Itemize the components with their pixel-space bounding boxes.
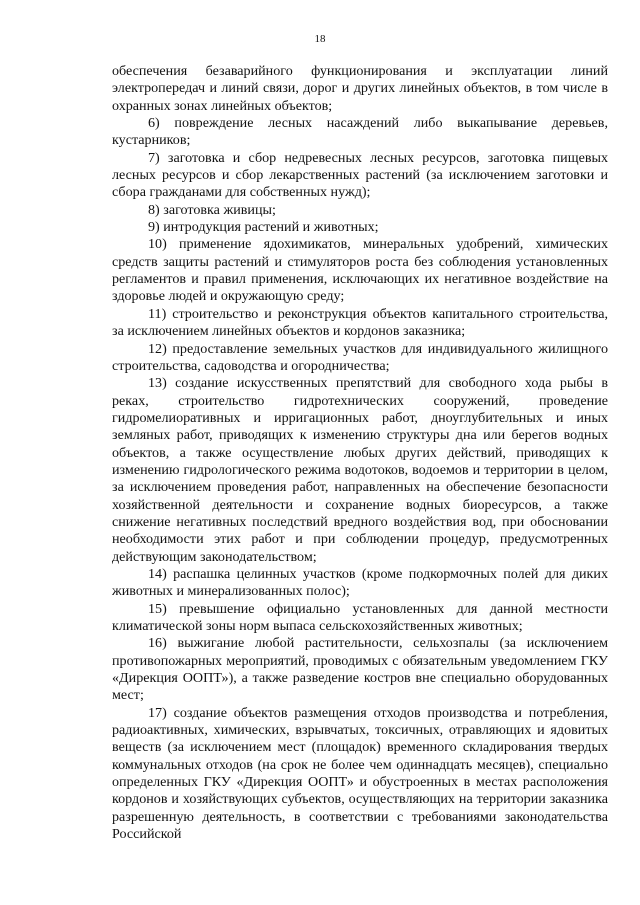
list-item-15: 15) превышение официально установленных для данной местности климатической зоны норм выпаса сельскохозяйственных животных; — [112, 600, 608, 634]
list-item-8: 8) заготовка живицы; — [148, 201, 276, 218]
list-item-14: 14) распашка целинных участков (кроме подкормочных полей для диких животных и минерализованных полос); — [112, 565, 608, 600]
list-item-10: 10) применение ядохимикатов, минеральных удобрений, химических средств защиты растений и стимуляторов роста без соблюдения установленных регламентов и правил применения, исключающих их негативное воздействие на здоровье людей и окружающую среду; — [112, 236, 608, 305]
list-item-12: 12) предоставление земельных участков для индивидуального жилищного строительства, садоводства и огородничества; — [112, 340, 608, 374]
list-item-13: 13) создание искусственных препятствий для свободного хода рыбы в реках, строительство гидротехнических сооружений, проведение гидромелиоративных и ирригационных работ, дноуглубительных и иных земляных работ, приводящих к изменению структуры дна или берегов водных объектов, а также осуществление любых других действий, приводящих к изменению гидрологического режима водотоков, водоемов и территории в целом, за исключением проведения работ, направленных на обеспечение безопасности хозяйственной деятельности и сохранение водных биоресурсов, а также снижение негативных последствий вредного воздействия вод, при обосновании необходимости этих работ и при соблюдении процедур, предусмотренных действующим законодательством; — [112, 375, 608, 565]
list-item-9: 9) интродукция растений и животных; — [148, 219, 379, 236]
paragraph-continuation: обеспечения безаварийного функционирования и эксплуатации линий электропередач и линий связи, дорог и других линейных объектов, в том числе в охранных зонах линейных объектов; — [112, 63, 608, 114]
list-item-11: 11) строительство и реконструкция объектов капитального строительства, за исключением линейных объектов и кордонов заказника; — [112, 305, 608, 340]
list-item-6: 6) повреждение лесных насаждений либо выкапывание деревьев, кустарников; — [112, 115, 608, 149]
list-item-7: 7) заготовка и сбор недревесных лесных ресурсов, заготовка пищевых лесных ресурсов и сбор лекарственных растений (за исключением заготовки и сбора гражданами для собственных нужд); — [112, 149, 608, 201]
list-item-16: 16) выжигание любой растительности, сельхозпалы (за исключением противопожарных мероприятий, проводимых с обязательным уведомлением ГКУ «Дирекция ООПТ»), а также разведение костров вне специально оборудованных мест; — [112, 635, 608, 704]
document-body — [112, 63, 608, 843]
page-number: 18 — [314, 33, 326, 45]
list-item-17: 17) создание объектов размещения отходов производства и потребления, радиоактивных, химических, взрывчатых, токсичных, отравляющих и ядовитых веществ (за исключением мест (площадок) временного складирования твердых коммунальных отходов (на срок не более чем одиннадцать месяцев), специально определенных ГКУ «Дирекция ООПТ» и обустроенных в местах расположения кордонов и хозяйствующих субъектов, осуществляющих на территории заказника разрешенную деятельность, в соответствии с требованиями законодательства Российской — [112, 704, 608, 843]
